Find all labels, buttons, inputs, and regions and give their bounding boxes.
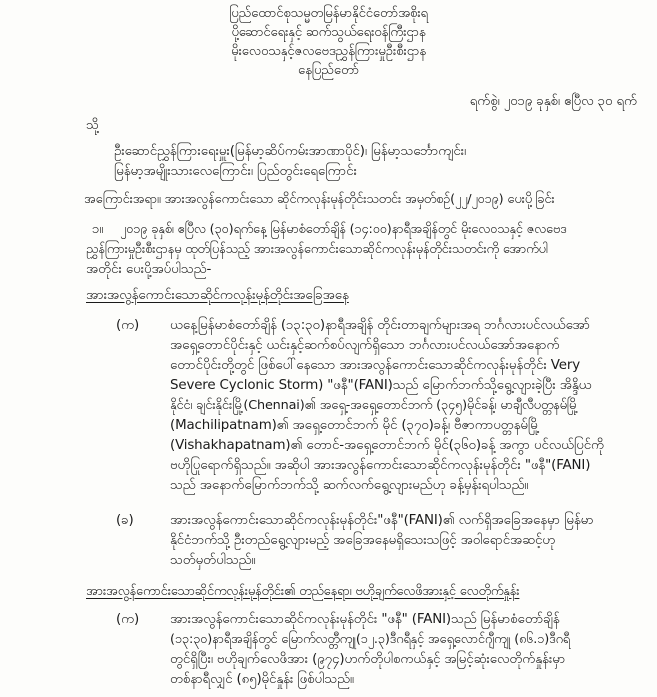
- section1-item1-number: (က): [116, 318, 140, 333]
- letter-date: ရက်စွဲ၊ ၂၀၁၉ ခုနှစ်၊ ဧပြီလ ၃၀ ရက်: [469, 94, 637, 109]
- section1-item1-line: ယနေ့မြန်မာစံတော်ချိန် (၁၃:၃၀)နာရီအချိန် တိုင်းတာချက်များအရ ဘင်္ဂလားပင်လယ်အော်: [170, 318, 590, 333]
- section1-item1-line: (Machilipatnam)၏ အရှေ့တောင်ဘက် မိုင် (၃၇၀)ခန့်၊ ဗီဇာကာပတ္တနမ်မြို့: [170, 418, 540, 433]
- section1-item1-line: အရှေ့တောင်ပိုင်းနှင့် ယင်းနှင့်ဆက်စပ်လျက်ရှိသော ဘင်္ဂလားပင်လယ်အော်အနောက်: [170, 338, 560, 353]
- section2-item1-line: အားအလွန်ကောင်းသောဆိုင်ကလုန်းမုန်တိုင်း "ဖနီ" (FANI)သည် မြန်မာစံတော်ချိန်: [170, 612, 560, 627]
- section1-item2-line: အားအလွန်ကောင်းသောဆိုင်ကလုန်းမုန်တိုင်း"ဖနီ"(FANI)၏ လက်ရှိအခြေအနေမှာ မြန်မာ: [170, 513, 594, 528]
- header-city: နေပြည်တော်: [297, 63, 359, 78]
- para1-line-3: အတိုင်း ပေးပို့အပ်ပါသည်-: [86, 262, 212, 277]
- section1-item1-line: တောင်ပိုင်းတို့တွင် ဖြစ်ပေါ်နေသော အားအလွန်ကောင်းသောဆိုင်ကလုန်းမုန်တိုင်း Very: [170, 358, 580, 373]
- section2-item1-line: တစ်နာရီလျှင် (၈၅)မိုင်နှုန်း ဖြစ်ပါသည်။: [170, 672, 354, 687]
- header-government: ပြည်ထောင်စုသမ္မတမြန်မာနိုင်ငံတော်အစိုးရ: [229, 6, 428, 21]
- section1-item2-line: နိုင်ငံဘက်သို့ ဦးတည်ရွေ့လျားမည့် အခြေအနေမရှိသေးသဖြင့် အဝါရောင်အဆင့်ဟု: [170, 533, 556, 548]
- section2-item1-number: (က): [116, 612, 140, 627]
- recipient-line-1: ဦးဆောင်ညွှန်ကြားရေးမှူး(မြန်မာ့ဆိပ်ကမ်းအာဏာပိုင်)၊ မြန်မာ့သင်္ဘောကျင်း၊: [114, 144, 467, 159]
- to-label: သို့: [86, 118, 99, 133]
- section1-item1-line: ဗဟိုပြုရောက်ရှိသည်။ အဆိုပါ အားအလွန်ကောင်းသောဆိုင်ကလုန်းမုန်တိုင်း "ဖနီ"(FANI): [170, 458, 591, 473]
- section1-item2-line: သတ်မှတ်ပါသည်။: [170, 553, 256, 568]
- section2-item1-line: တွင်ရှိပြီး၊ ဗဟိုချက်လေဖိအား (၉၇၄)ဟက်တိုပါစကယ်နှင့် အမြင့်ဆုံးလေတိုက်နှုန်းမှာ: [170, 652, 566, 667]
- subject-line: အကြောင်းအရာ။ အားအလွန်ကောင်းသော ဆိုင်ကလုန်းမုန်တိုင်းသတင်း အမှတ်စဉ်(၂၂/၂၀၁၉) ပေးပို့ခြင်း: [84, 192, 555, 207]
- section2-heading: အားအလွန်ကောင်းသောဆိုင်ကလုန်းမုန်တိုင်း၏ တည်နေရာ၊ ဗဟိုချက်လေဖိအားနှင့် လေတိုက်နှုန်း: [86, 584, 520, 599]
- section1-item1-line: နိုင်ငံ၊ ချင်းနိုင်းမြို့(Chennai)၏ အရှေ့-အရှေ့တောင်ဘက် (၃၄၅)မိုင်ခန့်၊ မာချီလီပတ္တနမ်မြို့: [170, 398, 579, 413]
- section1-item1-line: Severe Cyclonic Storm) "ဖနီ"(FANI)သည် မြောက်ဘက်သို့ရွေ့လျားခဲ့ပြီး အိန္ဒိယ: [170, 378, 592, 393]
- section1-item1-line: သည် အနောက်မြောက်ဘက်သို့ ဆက်လက်ရွေ့လျားမည်ဟု ခန့်မှန်းရပါသည်။: [170, 478, 529, 493]
- para1-line-2: ညွှန်ကြားမှုဦးစီးဌာနမှ ထုတ်ပြန်သည့် အားအလွန်ကောင်းသောဆိုင်ကလုန်းမုန်တိုင်းသတင်းကို အောက်ပါ: [86, 242, 548, 257]
- para1-line-1: ၂၀၁၉ ခုနှစ်၊ ဧပြီလ (၃၀)ရက်နေ့ မြန်မာစံတော်ချိန် (၁၄:၀၀)နာရီအချိန်တွင် မိုးလေဝသနှင့် ဇလဗေဒ: [120, 222, 567, 237]
- recipient-line-2: မြန်မာ့အမျိုးသားလေကြောင်း၊ ပြည်တွင်းရေကြောင်း: [114, 164, 357, 179]
- para1-number: ၁။: [92, 222, 104, 237]
- section2-item1-line: (၁၃:၃၀)နာရီအချိန်တွင် မြောက်လတ္တီကျု(၁၂.၃)ဒီဂရီနှင့် အရှေ့လောင်ဂျီကျု (၈၆.၁)ဒီဂရီ: [170, 632, 570, 647]
- header-department: မိုးလေဝသနှင့်ဇလဗေဒညွှန်ကြားမှုဦးစီးဌာန: [231, 44, 426, 59]
- section1-item1-line: (Vishakhapatnam)၏ တောင်-အရှေ့တောင်ဘက် မိုင်(၃၆၀)ခန့် အကွာ ပင်လယ်ပြင်ကို: [170, 438, 604, 453]
- header-ministry: ပို့ဆောင်ရေးနှင့် ဆက်သွယ်ရေးဝန်ကြီးဌာန: [231, 25, 426, 40]
- section1-heading: အားအလွန်ကောင်းသောဆိုင်ကလုန်းမုန်တိုင်းအခြေအနေ: [86, 288, 349, 303]
- section1-item2-number: (ခ): [116, 513, 134, 528]
